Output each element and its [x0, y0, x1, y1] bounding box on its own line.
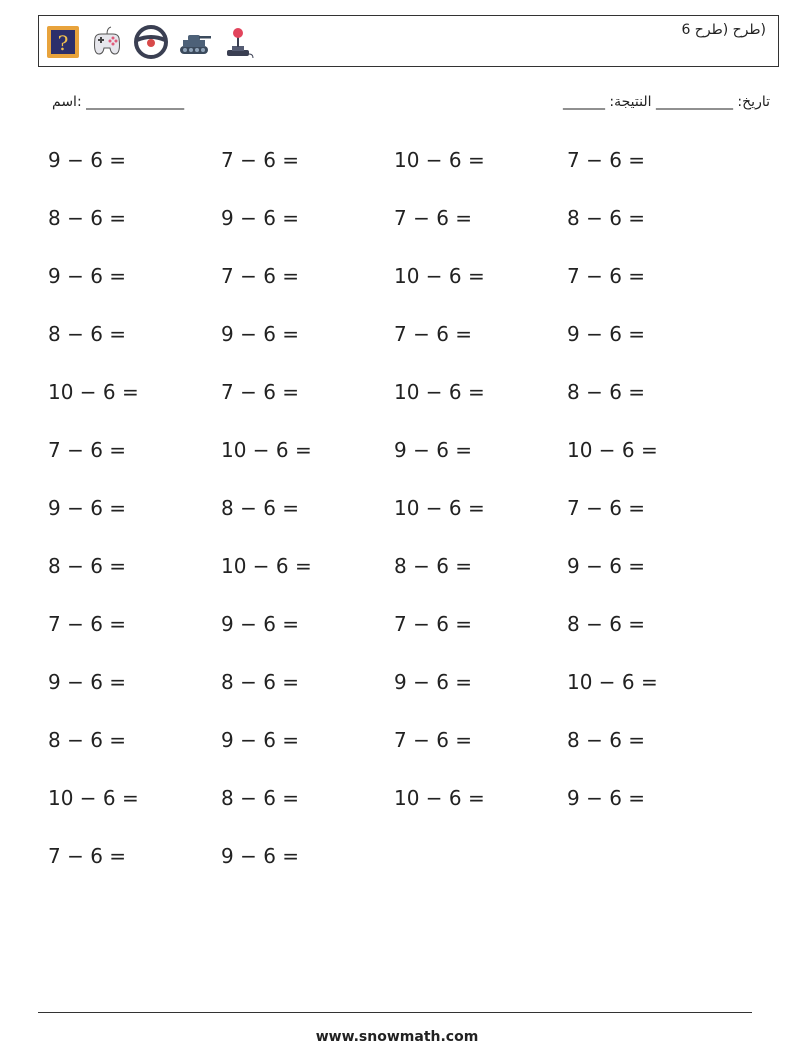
problem-item: 8 − 6 = [48, 728, 127, 752]
problem-item: 10 − 6 = [394, 380, 485, 404]
problem-row [48, 494, 740, 552]
problem-item: 10 − 6 = [394, 496, 485, 520]
tank-icon [177, 24, 213, 60]
problem-item: 10 − 6 = [221, 438, 312, 462]
problem-row [48, 262, 740, 320]
problem-item: 9 − 6 = [48, 148, 127, 172]
problem-item: 8 − 6 = [48, 206, 127, 230]
problem-item: 7 − 6 = [567, 148, 646, 172]
icon-strip [45, 22, 257, 62]
problem-item: 9 − 6 = [48, 496, 127, 520]
name-field-label: اسم: ______________ [52, 94, 185, 110]
question-mark-icon [45, 24, 81, 60]
joystick-icon [221, 24, 257, 60]
problem-row [48, 320, 740, 378]
problem-row [48, 610, 740, 668]
problem-item: 7 − 6 = [48, 612, 127, 636]
footer-url: www.snowmath.com [315, 1029, 479, 1045]
problem-row [48, 378, 740, 436]
problem-item: 8 − 6 = [221, 670, 300, 694]
problem-row [48, 842, 740, 900]
date-score-field-label: ______ :تاريخ: ___________ النتيجة [562, 94, 770, 110]
problem-item: 7 − 6 = [394, 612, 473, 636]
problem-row [48, 784, 740, 842]
problem-row [48, 668, 740, 726]
problem-item: 9 − 6 = [394, 670, 473, 694]
problem-item: 7 − 6 = [567, 496, 646, 520]
problem-item: 8 − 6 = [48, 322, 127, 346]
problem-item: 9 − 6 = [221, 612, 300, 636]
problem-item: 8 − 6 = [221, 496, 300, 520]
problem-item: 9 − 6 = [48, 670, 127, 694]
problem-item: 7 − 6 = [48, 438, 127, 462]
problem-item: 10 − 6 = [221, 554, 312, 578]
problem-row [48, 726, 740, 784]
problem-item: 10 − 6 = [394, 786, 485, 810]
problem-row [48, 146, 740, 204]
problem-item: 7 − 6 = [567, 264, 646, 288]
worksheet-header [38, 15, 779, 67]
problem-item: 7 − 6 = [221, 380, 300, 404]
problem-item: 9 − 6 = [221, 322, 300, 346]
problem-item: 9 − 6 = [221, 206, 300, 230]
problem-item: 9 − 6 = [394, 438, 473, 462]
problem-item: 10 − 6 = [567, 670, 658, 694]
problem-item: 8 − 6 = [221, 786, 300, 810]
problem-item: 8 − 6 = [394, 554, 473, 578]
problem-item: 10 − 6 = [48, 380, 139, 404]
problem-item: 9 − 6 = [567, 554, 646, 578]
svg-text:?: ? [57, 31, 69, 55]
footer-divider [38, 1012, 752, 1013]
problem-row [48, 436, 740, 494]
problem-item: 10 − 6 = [394, 148, 485, 172]
gamepad-icon [89, 24, 125, 60]
problem-item: 8 − 6 = [567, 612, 646, 636]
worksheet-title: (طرح (طرح 6 [681, 22, 766, 38]
problem-item: 9 − 6 = [48, 264, 127, 288]
problem-item: 9 − 6 = [567, 786, 646, 810]
problem-item: 7 − 6 = [221, 264, 300, 288]
problem-item: 9 − 6 = [567, 322, 646, 346]
problem-item: 7 − 6 = [221, 148, 300, 172]
problem-item: 8 − 6 = [567, 206, 646, 230]
problem-item: 10 − 6 = [394, 264, 485, 288]
problem-item: 8 − 6 = [567, 380, 646, 404]
steering-wheel-icon [133, 24, 169, 60]
problem-item: 7 − 6 = [394, 322, 473, 346]
problem-item: 7 − 6 = [394, 728, 473, 752]
problem-item: 7 − 6 = [394, 206, 473, 230]
problem-item: 8 − 6 = [567, 728, 646, 752]
problem-item: 9 − 6 = [221, 844, 300, 868]
problem-item: 10 − 6 = [567, 438, 658, 462]
problem-item: 7 − 6 = [48, 844, 127, 868]
problem-row [48, 552, 740, 610]
problem-row [48, 204, 740, 262]
problem-item: 9 − 6 = [221, 728, 300, 752]
problem-item: 10 − 6 = [48, 786, 139, 810]
problem-item: 8 − 6 = [48, 554, 127, 578]
problem-grid [48, 146, 740, 900]
